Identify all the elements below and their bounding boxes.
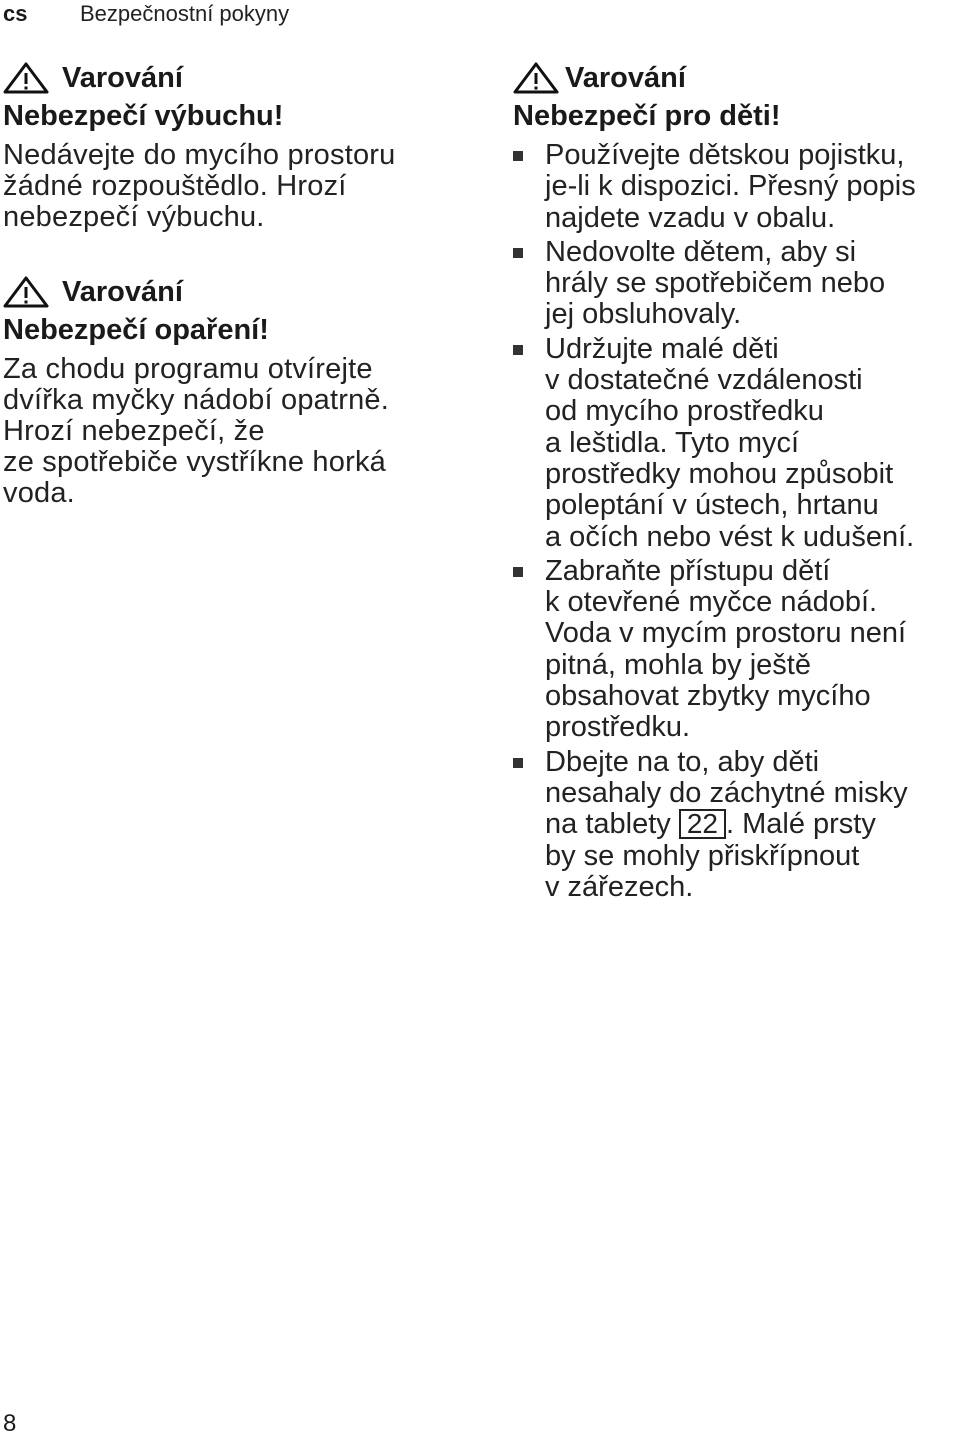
- square-bullet-icon: [513, 248, 523, 258]
- warning-triangle-icon: [3, 276, 49, 308]
- danger-title: Nebezpečí opaření!: [3, 314, 269, 346]
- part-reference-number: 22: [679, 809, 726, 839]
- warning-block-explosion: [3, 62, 443, 233]
- square-bullet-icon: [513, 567, 523, 577]
- square-bullet-icon: [513, 345, 523, 355]
- page-header: [3, 0, 289, 28]
- warning-block-scalding: [3, 276, 443, 509]
- danger-title: Nebezpečí pro děti!: [513, 100, 781, 132]
- warning-triangle-icon: [513, 62, 559, 94]
- right-column: [513, 62, 958, 906]
- list-item: Nedovolte dětem, aby si hrály se spotřebičem nebo jej obsluhovaly.: [513, 237, 958, 331]
- list-item: Dbejte na to, aby děti nesahaly do záchytné misky na tablety 22 . Malé prsty by se mohly přiskřípnout v zářezech.: [513, 747, 958, 903]
- square-bullet-icon: [513, 151, 523, 161]
- language-code: cs: [3, 1, 28, 26]
- warning-triangle-icon: [3, 62, 49, 94]
- warning-text: Za chodu programu otvírejte dvířka myčky nádobí opatrně. Hrozí nebezpečí, že ze spotřebiče vystříkne horká voda.: [3, 353, 390, 509]
- warning-text: Nedávejte do mycího prostoru žádné rozpouštědlo. Hrozí nebezpečí výbuchu.: [3, 139, 396, 233]
- children-safety-list: [513, 140, 958, 903]
- list-item: Zabraňte přístupu dětí k otevřené myčce nádobí. Voda v mycím prostoru není pitná, mohla by ještě obsahovat zbytky mycího prostředku.: [513, 556, 958, 744]
- warning-heading: Varování: [565, 62, 686, 94]
- warning-heading: Varování: [62, 62, 183, 94]
- list-item: Udržujte malé děti v dostatečné vzdálenosti od mycího prostředku a leštidla. Tyto mycí prostředky mohou způsobit poleptání v ústech, hrtanu a očích nebo vést k udušení.: [513, 334, 958, 553]
- page-number: 8: [3, 1410, 17, 1437]
- warning-heading: Varování: [62, 276, 183, 308]
- danger-title: Nebezpečí výbuchu!: [3, 100, 284, 132]
- list-item: Používejte dětskou pojistku, je-li k dispozici. Přesný popis najdete vzadu v obalu.: [513, 140, 958, 234]
- section-title: Bezpečnostní pokyny: [80, 1, 290, 26]
- square-bullet-icon: [513, 758, 523, 768]
- left-column: [3, 62, 443, 552]
